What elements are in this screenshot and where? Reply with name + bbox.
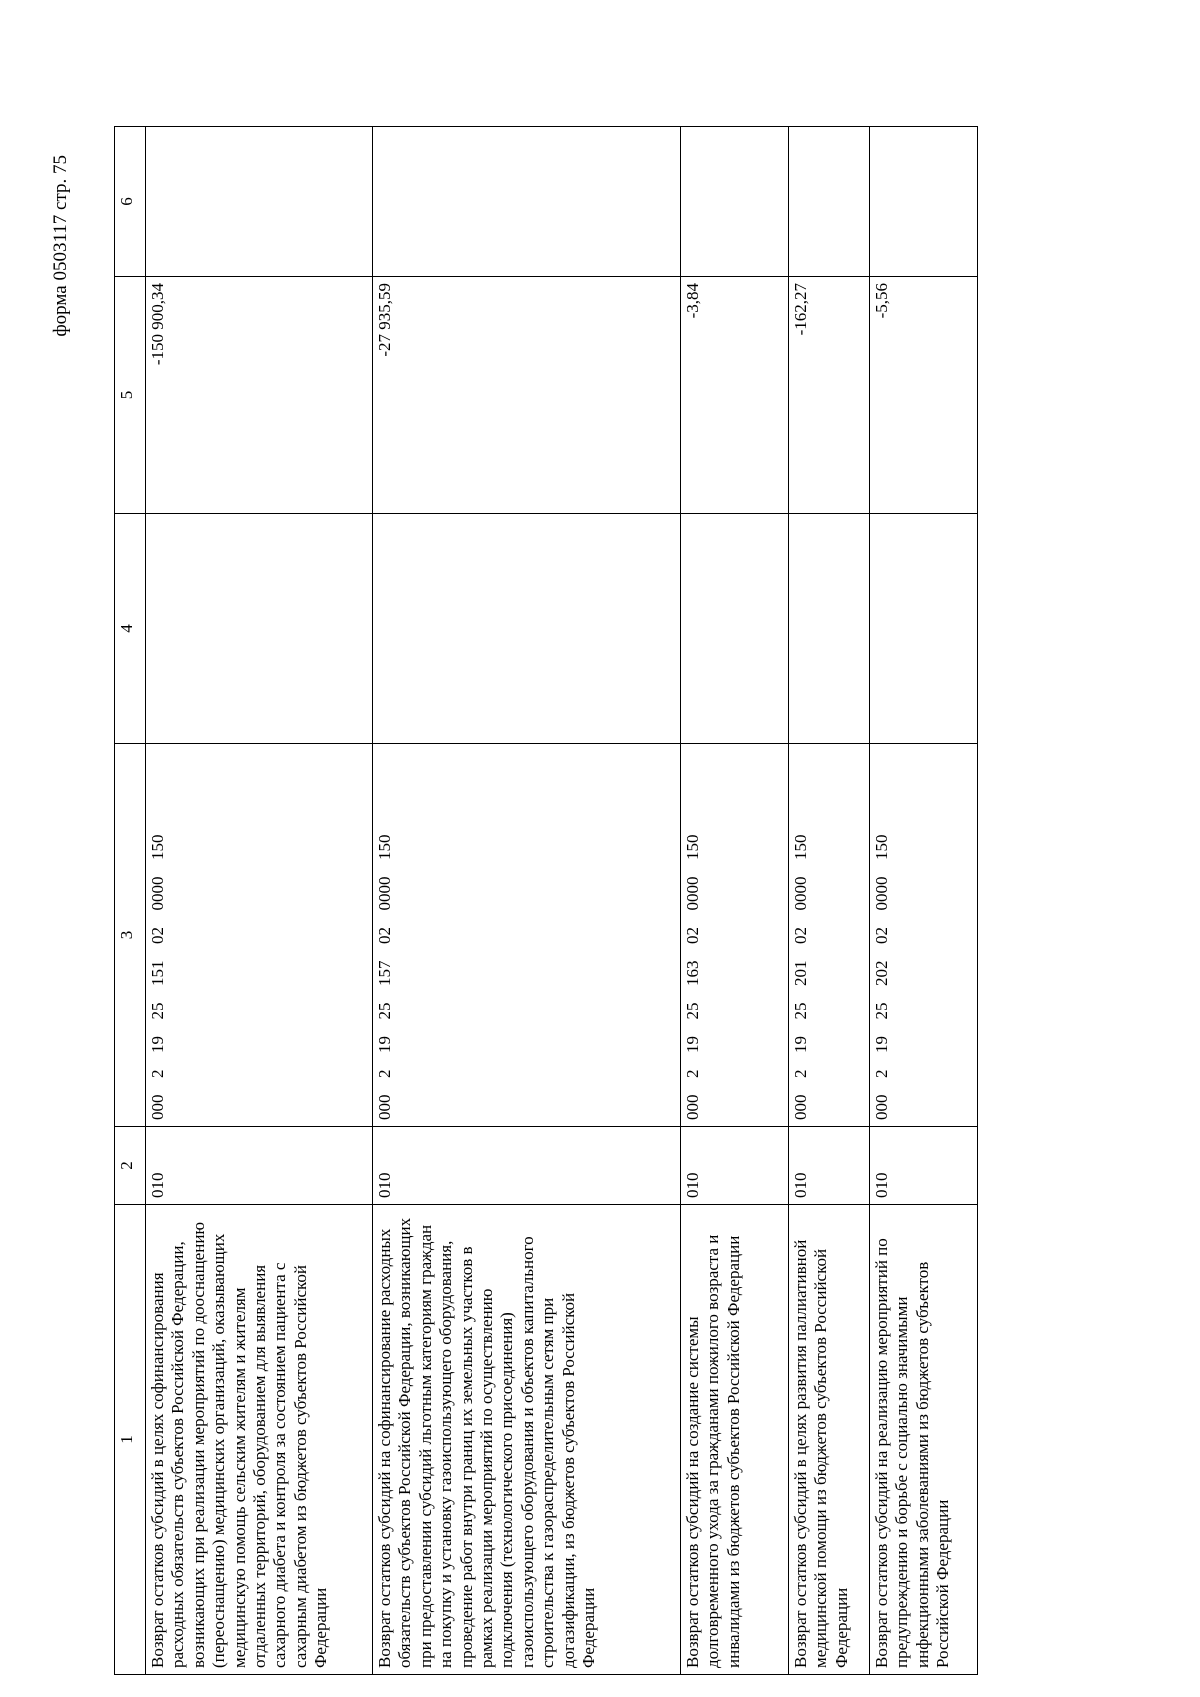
budget-code: 000 2 19 25 202 02 0000 150	[870, 744, 978, 1127]
col4-value	[146, 514, 373, 744]
col4-value	[681, 514, 789, 744]
row-name: Возврат остатков субсидий в целях развития паллиативной медицинской помощи из бюджетов субъектов Российской Федерации	[789, 1205, 870, 1675]
header-row	[115, 127, 146, 1675]
col4-value	[870, 514, 978, 744]
line-code: 010	[146, 1127, 373, 1205]
col-header-6: 6	[115, 127, 146, 277]
row-name: Возврат остатков субсидий на софинансирование расходных обязательств субъектов Российской Федерации, возникающих при предоставлении субсидий льготным категориям граждан на покупку и установку газоиспользующего оборудования, проведение работ внутри границ их земельных участков в рамках реализации мероприятий по осуществлению подключения (технологического присоединения) газоиспользующего оборудования и объектов капитального строительства к газораспределительным сетям при догазификации, из бюджетов субъектов Российской Федерации	[373, 1205, 681, 1675]
line-code: 010	[789, 1127, 870, 1205]
budget-code: 000 2 19 25 157 02 0000 150	[373, 744, 681, 1127]
line-code: 010	[373, 1127, 681, 1205]
col-header-3: 3	[115, 744, 146, 1127]
col5-value: -162,27	[789, 277, 870, 514]
col-header-2: 2	[115, 1127, 146, 1205]
col5-value: -27 935,59	[373, 277, 681, 514]
col5-value: -5,56	[870, 277, 978, 514]
table-row	[146, 127, 373, 1675]
col6-value	[146, 127, 373, 277]
budget-code: 000 2 19 25 201 02 0000 150	[789, 744, 870, 1127]
col-header-4: 4	[115, 514, 146, 744]
col6-value	[789, 127, 870, 277]
row-name: Возврат остатков субсидий на создание системы долговременного ухода за гражданами пожилого возраста и инвалидами из бюджетов субъектов Российской Федерации	[681, 1205, 789, 1675]
col4-value	[373, 514, 681, 744]
col-header-1: 1	[115, 1205, 146, 1675]
rotated-page	[0, 97, 1150, 1697]
col5-value: -3,84	[681, 277, 789, 514]
col6-value	[373, 127, 681, 277]
table-row	[870, 127, 978, 1675]
row-name: Возврат остатков субсидий на реализацию мероприятий по предупреждению и борьбе с социально значимыми инфекционными заболеваниями из бюджетов субъектов Российской Федерации	[870, 1205, 978, 1675]
line-code: 010	[870, 1127, 978, 1205]
col6-value	[681, 127, 789, 277]
budget-code: 000 2 19 25 163 02 0000 150	[681, 744, 789, 1127]
line-code: 010	[681, 1127, 789, 1205]
budget-code: 000 2 19 25 151 02 0000 150	[146, 744, 373, 1127]
table-row	[373, 127, 681, 1675]
col-header-5: 5	[115, 277, 146, 514]
table-row	[789, 127, 870, 1675]
col4-value	[789, 514, 870, 744]
form-label: форма 0503117 стр. 75	[50, 155, 71, 337]
table-row	[681, 127, 789, 1675]
col5-value: -150 900,34	[146, 277, 373, 514]
row-name: Возврат остатков субсидий в целях софинансирования расходных обязательств субъектов Российской Федерации, возникающих при реализации мероприятий по дооснащению (переоснащению) медицинских организаций, оказывающих медицинскую помощь сельским жителям и жителям отдаленных территорий, оборудованием для выявления сахарного диабета и контроля за состоянием пациента с сахарным диабетом из бюджетов субъектов Российской Федерации	[146, 1205, 373, 1675]
report-table	[114, 126, 978, 1675]
col6-value	[870, 127, 978, 277]
